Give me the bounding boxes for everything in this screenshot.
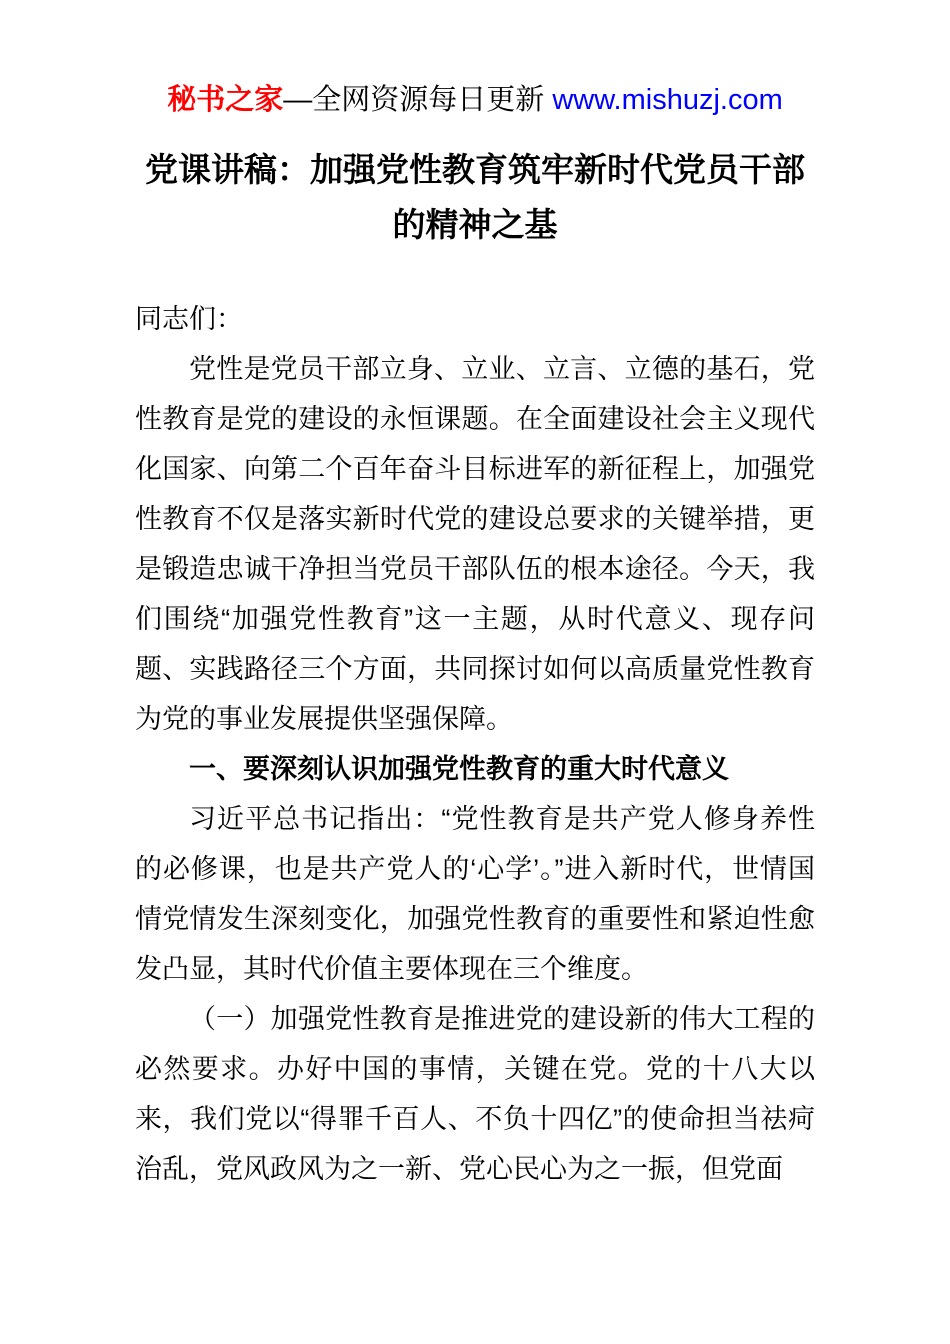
content-column [135, 84, 815, 1194]
doc-header [135, 84, 815, 116]
site-url-link[interactable]: www.mishuzj.com [552, 84, 783, 116]
body-paragraph: 党性是党员干部立身、立业、立言、立德的基石，党性教育是党的建设的永恒课题。在全面建设社会主义现代化国家、向第二个百年奋斗目标进军的新征程上，加强党性教育不仅是落实新时代党的建设总要求的关键举措，更是锻造忠诚干净担当党员干部队伍的根本途径。今天，我们围绕“加强党性教育”这一主题，从时代意义、现存问题、实践路径三个方面，共同探讨如何以高质量党性教育为党的事业发展提供坚强保障。 [135, 354, 815, 734]
section-heading-1: 一、要深刻认识加强党性教育的重大时代意义 [189, 754, 729, 784]
document-title: 党课讲稿：加强党性教育筑牢新时代党员干部的精神之基 [145, 151, 805, 243]
salutation-line: 同志们： [135, 304, 243, 334]
site-name: 秘书之家 [167, 84, 284, 116]
body-paragraph: （一）加强党性教育是推进党的建设新的伟大工程的必然要求。办好中国的事情，关键在党。党的十八大以来，我们党以“得罪千百人、不负十四亿”的使命担当祛疴治乱，党风政风为之一新、党心民心为之一振，但党面 [135, 1004, 815, 1184]
body-paragraph: 习近平总书记指出：“党性教育是共产党人修身养性的必修课，也是共产党人的‘心学’。”进入新时代，世情国情党情发生深刻变化，加强党性教育的重要性和紧迫性愈发凸显，其时代价值主要体现在三个维度。 [135, 804, 815, 984]
site-tagline: —全网资源每日更新 [283, 84, 553, 116]
document-body [135, 294, 815, 1194]
